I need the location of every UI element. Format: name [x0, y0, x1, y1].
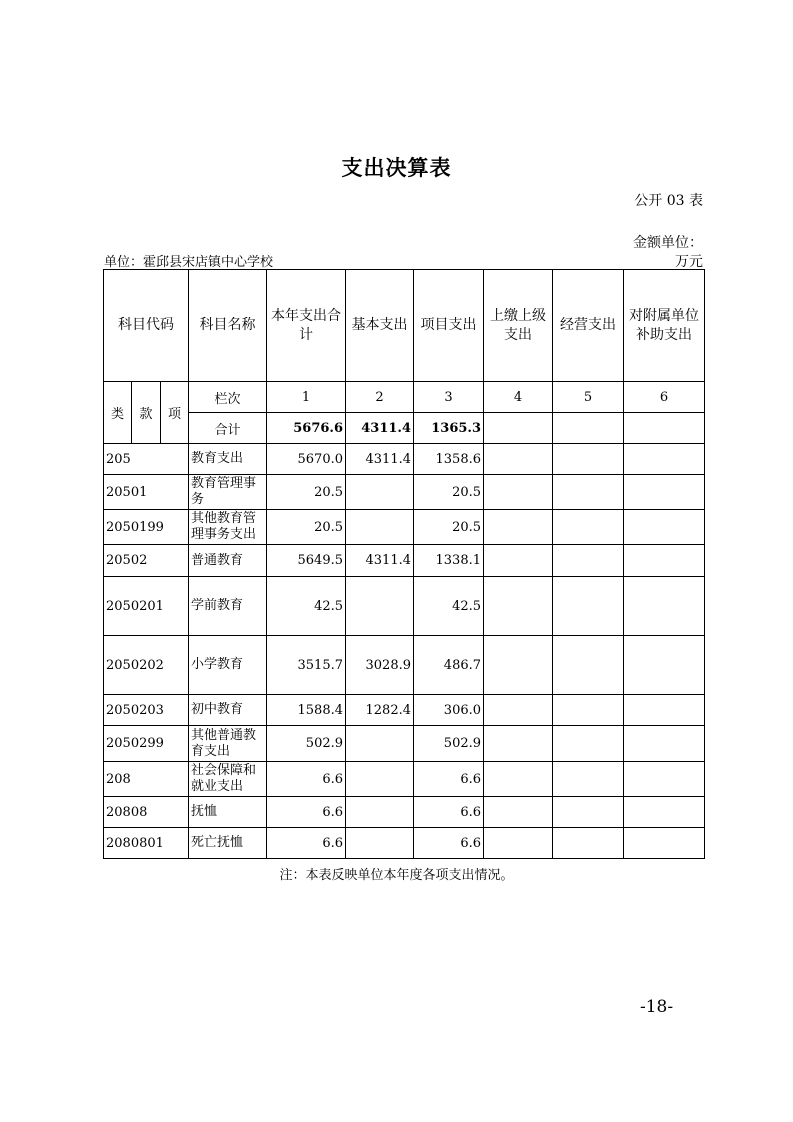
- row-total: 502.9: [267, 726, 346, 762]
- row-project: 486.7: [414, 636, 484, 695]
- col-index-4: 4: [484, 382, 553, 413]
- row-project: 42.5: [414, 577, 484, 636]
- row-code: 2050202: [104, 636, 189, 695]
- header-total: 本年支出合计: [267, 270, 346, 382]
- row-total: 20.5: [267, 475, 346, 510]
- header-project: 项目支出: [414, 270, 484, 382]
- table-row: [104, 636, 705, 695]
- table-row: [104, 726, 705, 762]
- row-basic: [346, 577, 414, 636]
- total-row: [104, 413, 705, 444]
- row-name: 教育支出: [189, 444, 267, 475]
- row-basic: [346, 726, 414, 762]
- header-row: [104, 270, 705, 382]
- header-subsidiary: 对附属单位补助支出: [624, 270, 705, 382]
- row-basic: [346, 762, 414, 797]
- row-total: 6.6: [267, 828, 346, 859]
- total-label: 合计: [189, 413, 267, 444]
- row-code: 20808: [104, 797, 189, 828]
- row-total: 6.6: [267, 797, 346, 828]
- row-project: 1358.6: [414, 444, 484, 475]
- row-basic: 3028.9: [346, 636, 414, 695]
- row-name: 社会保障和就业支出: [189, 762, 267, 797]
- row-name: 抚恤: [189, 797, 267, 828]
- row-basic: [346, 828, 414, 859]
- expenditure-table: [103, 269, 705, 859]
- table-row: [104, 510, 705, 545]
- row-project: 20.5: [414, 510, 484, 545]
- row-name: 其他普通教育支出: [189, 726, 267, 762]
- table-row: [104, 444, 705, 475]
- header-kuan: 款: [132, 382, 161, 444]
- row-project: 6.6: [414, 828, 484, 859]
- row-project: 1338.1: [414, 545, 484, 577]
- row-project: 20.5: [414, 475, 484, 510]
- total-project: 1365.3: [414, 413, 484, 444]
- table-note: 注：本表反映单位本年度各项支出情况。: [279, 868, 514, 883]
- header-lei: 类: [104, 382, 132, 444]
- row-code: 2050201: [104, 577, 189, 636]
- row-code: 2050203: [104, 695, 189, 726]
- row-basic: 1282.4: [346, 695, 414, 726]
- row-basic: [346, 475, 414, 510]
- page-title: 支出决算表: [341, 156, 452, 180]
- page-number: -18-: [640, 997, 674, 1017]
- row-total: 42.5: [267, 577, 346, 636]
- row-project: 6.6: [414, 762, 484, 797]
- total-business: [553, 413, 624, 444]
- total-basic: 4311.4: [346, 413, 414, 444]
- total-subsidiary: [624, 413, 705, 444]
- row-code: 2050199: [104, 510, 189, 545]
- row-project: 502.9: [414, 726, 484, 762]
- row-code: 2080801: [104, 828, 189, 859]
- row-basic: [346, 510, 414, 545]
- table-row: [104, 762, 705, 797]
- row-code: 208: [104, 762, 189, 797]
- unit-prefix: 单位：: [104, 255, 144, 270]
- amount-unit-value: 万元: [675, 254, 703, 270]
- row-name: 死亡抚恤: [189, 828, 267, 859]
- col-index-1: 1: [267, 382, 346, 413]
- row-name: 小学教育: [189, 636, 267, 695]
- table-row: [104, 828, 705, 859]
- col-index-6: 6: [624, 382, 705, 413]
- row-code: 20502: [104, 545, 189, 577]
- row-code: 205: [104, 444, 189, 475]
- row-basic: 4311.4: [346, 444, 414, 475]
- table-row: [104, 475, 705, 510]
- total-sum: 5676.6: [267, 413, 346, 444]
- row-name: 初中教育: [189, 695, 267, 726]
- header-basic: 基本支出: [346, 270, 414, 382]
- row-total: 5649.5: [267, 545, 346, 577]
- row-total: 20.5: [267, 510, 346, 545]
- row-name: 其他教育管理事务支出: [189, 510, 267, 545]
- row-code: 20501: [104, 475, 189, 510]
- row-basic: 4311.4: [346, 545, 414, 577]
- total-upper: [484, 413, 553, 444]
- column-index-row: [104, 382, 705, 413]
- header-code: 科目代码: [104, 270, 189, 382]
- row-total: 3515.7: [267, 636, 346, 695]
- row-code: 2050299: [104, 726, 189, 762]
- row-total: 1588.4: [267, 695, 346, 726]
- col-index-2: 2: [346, 382, 414, 413]
- table-row: [104, 577, 705, 636]
- unit-name: 霍邱县宋店镇中心学校: [143, 255, 274, 270]
- row-name: 学前教育: [189, 577, 267, 636]
- amount-unit-label: 金额单位：: [633, 235, 703, 251]
- header-name: 科目名称: [189, 270, 267, 382]
- row-total: 5670.0: [267, 444, 346, 475]
- row-project: 306.0: [414, 695, 484, 726]
- row-basic: [346, 797, 414, 828]
- row-project: 6.6: [414, 797, 484, 828]
- table-row: [104, 695, 705, 726]
- col-index-5: 5: [553, 382, 624, 413]
- col-index-3: 3: [414, 382, 484, 413]
- form-number: 公开 03 表: [634, 193, 703, 209]
- row-total: 6.6: [267, 762, 346, 797]
- table-row: [104, 797, 705, 828]
- header-business: 经营支出: [553, 270, 624, 382]
- header-lanci: 栏次: [189, 382, 267, 413]
- table-row: [104, 545, 705, 577]
- row-name: 教育管理事务: [189, 475, 267, 510]
- header-upper: 上缴上级支出: [484, 270, 553, 382]
- unit-label: [104, 251, 273, 270]
- header-xiang: 项: [161, 382, 189, 444]
- row-name: 普通教育: [189, 545, 267, 577]
